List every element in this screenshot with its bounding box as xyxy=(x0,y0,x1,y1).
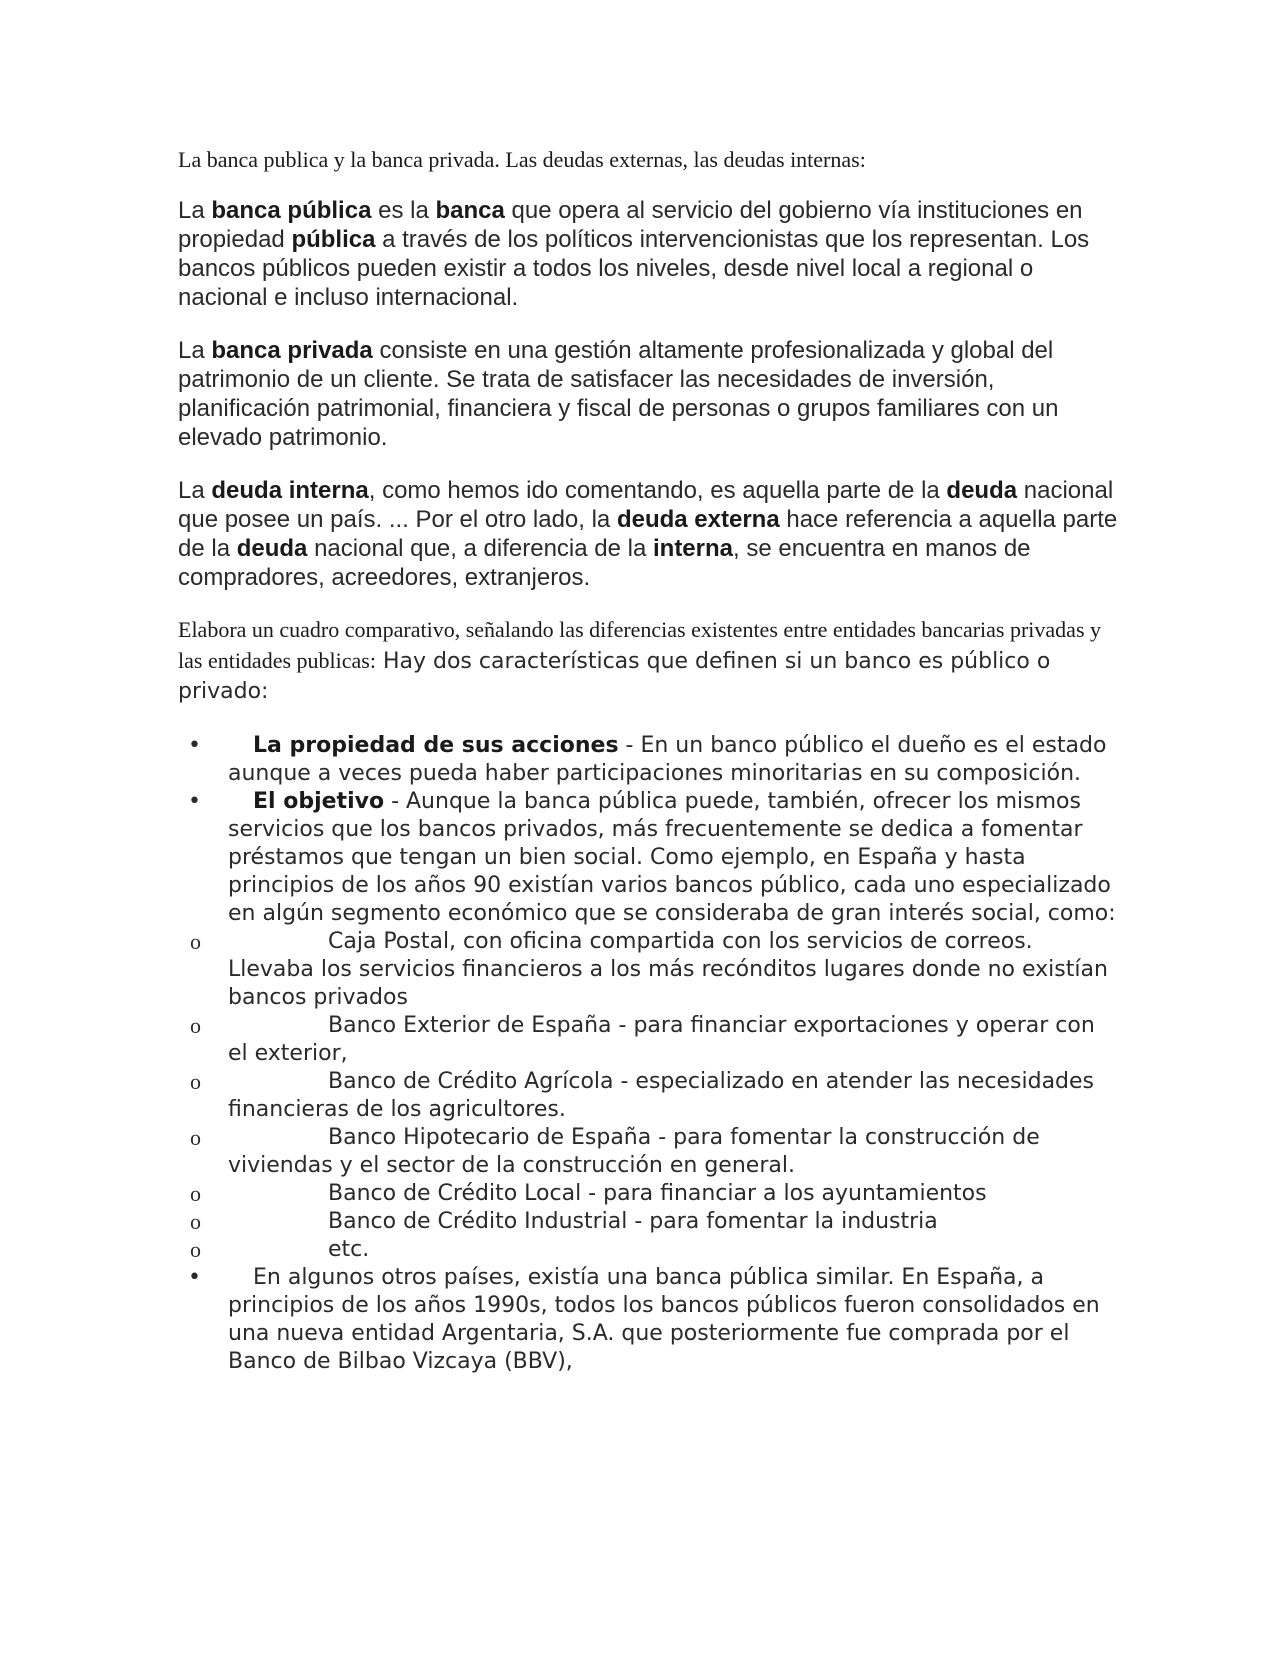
sub-marker: o xyxy=(190,1125,201,1150)
task-paragraph xyxy=(178,616,1118,708)
sub-list-item xyxy=(178,1068,1118,1124)
bold-term: banca xyxy=(435,197,505,224)
task-instruction: Elabora un cuadro comparativo, señalando las diferencias existentes entre entidades bancarias privadas y las entidades publicas: xyxy=(178,617,1102,673)
text-span: que opera al servicio del gobierno vía instituciones en propiedad xyxy=(178,197,1083,253)
text-span: , se encuentra en manos de compradores, acreedores, extranjeros. xyxy=(178,535,1031,591)
document-heading: La banca publica y la banca privada. Las deudas externas, las deudas internas: xyxy=(178,147,866,172)
bold-term: banca pública xyxy=(211,197,372,224)
sub-item-text: Caja Postal, con oficina compartida con los servicios de correos. Llevaba los servicios financieros a los más recónditos lugares donde no existían bancos privados xyxy=(228,929,1108,1010)
text-span: La xyxy=(178,197,212,224)
text-span: nacional que, a diferencia de la xyxy=(307,535,653,562)
sub-marker: o xyxy=(190,1069,201,1094)
list-item xyxy=(178,732,1118,788)
paragraph-banca-privada xyxy=(178,336,1118,452)
text-span: nacional que posee un país. ... Por el otro lado, la xyxy=(178,477,1114,533)
sub-item-text: etc. xyxy=(328,1237,370,1262)
bold-term: deuda xyxy=(236,535,308,562)
sub-list-item xyxy=(178,1124,1118,1180)
sub-item-text: Banco de Crédito Local - para financiar a los ayuntamientos xyxy=(328,1181,987,1206)
text-span: La xyxy=(178,477,212,504)
text-span: La xyxy=(178,337,212,364)
list-item xyxy=(178,788,1118,928)
item-text: - Aunque la banca pública puede, también, ofrecer los mismos servicios que los bancos privados, más frecuentemente se dedica a fomentar préstamos que tengan un bien social. Como ejemplo, en España y hasta principios de los años 90 existían varios bancos público, cada uno especializado en algún segmento económico que se consideraba de gran interés social, como: xyxy=(228,789,1116,926)
item-text: - En un banco público el dueño es el estado aunque a veces pueda haber participaciones minoritarias en su composición. xyxy=(228,733,1107,786)
characteristics-list xyxy=(178,732,1118,1376)
sub-marker: o xyxy=(190,1181,201,1206)
bullet-marker: • xyxy=(188,733,201,758)
sub-list-item xyxy=(178,928,1118,1012)
bullet-marker: • xyxy=(188,789,201,814)
sub-list-item xyxy=(178,1180,1118,1208)
sub-item-text: Banco de Crédito Agrícola - especializado en atender las necesidades financieras de los agricultores. xyxy=(228,1069,1095,1122)
bold-term: banca privada xyxy=(211,337,373,364)
bold-term: interna xyxy=(652,535,733,562)
text-span: es la xyxy=(371,197,436,224)
sub-marker: o xyxy=(190,929,201,954)
paragraph-deuda xyxy=(178,476,1118,592)
list-item xyxy=(178,1264,1118,1376)
bold-term: deuda interna xyxy=(211,477,369,504)
bullet-marker: • xyxy=(188,1265,201,1290)
text-span: , como hemos ido comentando, es aquella parte de la xyxy=(368,477,947,504)
sub-marker: o xyxy=(190,1209,201,1234)
bold-term: deuda externa xyxy=(616,506,780,533)
sub-marker: o xyxy=(190,1013,201,1038)
text-span: hace referencia a aquella parte de la xyxy=(178,506,1118,562)
item-text: En algunos otros países, existía una banca pública similar. En España, a principios de los años 1990s, todos los bancos públicos fueron consolidados en una nueva entidad Argentaria, S.A. que posteriormente fue comprada por el Banco de Bilbao Vizcaya (BBV), xyxy=(228,1265,1100,1374)
text-span: consiste en una gestión altamente profesionalizada y global del patrimonio de un cliente. Se trata de satisfacer las necesidades de inversión, planificación patrimonial, financiera y fiscal de personas o grupos familiares con un elevado patrimonio. xyxy=(178,337,1059,451)
bold-term: pública xyxy=(291,226,376,253)
task-intro: Hay dos características que definen si un banco es público o privado: xyxy=(178,649,1051,704)
item-title: El objetivo xyxy=(253,789,385,814)
sub-item-text: Banco Exterior de España - para financiar exportaciones y operar con el exterior, xyxy=(228,1013,1095,1066)
sub-item-text: Banco Hipotecario de España - para fomentar la construcción de viviendas y el sector de la construcción en general. xyxy=(228,1125,1040,1178)
sub-item-text: Banco de Crédito Industrial - para fomentar la industria xyxy=(328,1209,938,1234)
sub-list-item xyxy=(178,1012,1118,1068)
sub-list-item xyxy=(178,1236,1118,1264)
sub-list-item xyxy=(178,1208,1118,1236)
text-span: a través de los políticos intervencionistas que los representan. Los bancos públicos pueden existir a todos los niveles, desde nivel local a regional o nacional e incluso internacional. xyxy=(178,226,1090,311)
document-page xyxy=(178,146,1118,1376)
item-title: La propiedad de sus acciones xyxy=(253,733,619,758)
sub-marker: o xyxy=(190,1237,201,1262)
bold-term: deuda xyxy=(946,477,1018,504)
paragraph-banca-publica xyxy=(178,196,1118,312)
